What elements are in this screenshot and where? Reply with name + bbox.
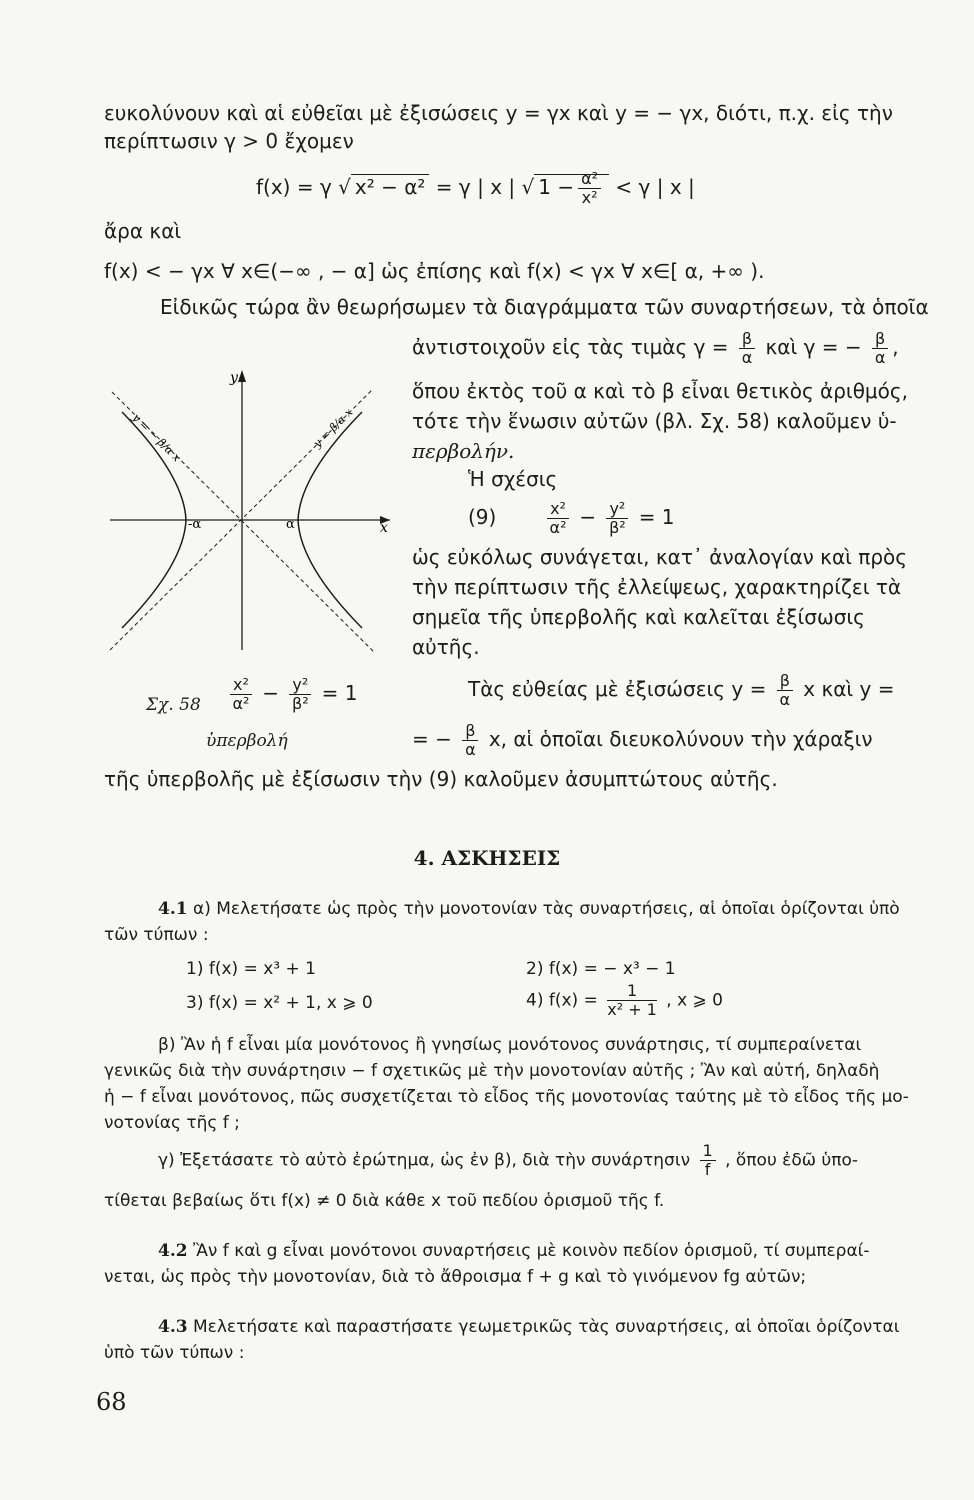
part-g-post: , ὅπου ἐδῶ ὑπο- (725, 1150, 859, 1171)
eq9-a: α² (549, 518, 567, 537)
figure-caption-eq: $\frac{\text{x²}}{\text{α²}}$ − $\frac{\text{y²}}{\text{β²}}$ = 1 (226, 676, 357, 713)
right-l11-post: x, αἱ ὁποῖαι διευκολύνουν τὴν χάραξιν (488, 727, 873, 751)
right-l10 (468, 672, 895, 709)
eq1-frac-n: α² (578, 170, 601, 189)
func-4-den: x² + 1 (607, 1000, 657, 1019)
ex-4-3-line1 (158, 1314, 899, 1340)
eq1-rad2: 1 − (538, 175, 575, 199)
right-l10-post: x καὶ y = (803, 677, 895, 701)
func-4-post: , x ⩾ 0 (666, 990, 724, 1011)
right-l1-pre: ἀντιστοιχοῦν εἰς τὰς τιμὰς γ = (412, 335, 729, 359)
right-l7: τὴν περίπτωσιν τῆς ἐλλείψεως, χαρακτηρίζει τὰ (412, 575, 902, 599)
right-l4: περβολήν. (412, 439, 515, 463)
func-4-pre: 4) f(x) = (526, 990, 598, 1011)
label-asym-left: y = − β/α x (129, 410, 184, 465)
eq1-rad: x² − α² (351, 174, 430, 199)
equation-9: (9) $\frac{\text{x²}}{\text{α²}}$ − $\frac{\text{y²}}{\text{β²}}$ = 1 (468, 499, 675, 537)
ara-kai: ἄρα καὶ (104, 219, 182, 243)
equation-1: f(x) = γ √ x² − α² = γ | x | √ 1 − $\frac{\text{α²}}{\text{x²}}$ < γ | x | (256, 169, 695, 207)
ex-4-1-number: 4.1 (158, 899, 188, 919)
right-l8: σημεῖα τῆς ὑπερβολῆς καὶ καλεῖται ἐξίσωσις (412, 605, 865, 629)
func-4 (526, 982, 723, 1019)
eq9-x: x² (547, 500, 569, 519)
asymptote-line: τῆς ὑπερβολῆς μὲ ἐξίσωσιν τὴν (9) καλοῦμεν ἀσυμπτώτους αὐτῆς. (104, 767, 778, 791)
part-g-2: τίθεται βεβαίως ὅτι f(x) ≠ 0 διὰ κάθε x τοῦ πεδίου ὁρισμοῦ τῆς f. (104, 1191, 665, 1211)
eq1-frac-d: x² (581, 188, 598, 207)
frac-alpha-2: α (874, 348, 886, 367)
right-l3: τότε τὴν ἕνωσιν αὐτῶν (βλ. Σχ. 58) καλοῦμεν ὑ- (412, 409, 897, 433)
figure-caption-label: Σχ. 58 (146, 695, 201, 715)
hyperbola-figure (100, 360, 400, 660)
ex-4-1-intro1 (158, 896, 900, 922)
right-l1: ἀντιστοιχοῦν εἰς τὰς τιμὰς γ = $\frac{\beta}{\alpha}$ καὶ γ = − $\frac{\beta}{\alpha}$ , (412, 329, 899, 367)
caption-b: β² (292, 694, 309, 713)
part-b-4: νοτονίας τῆς f ; (104, 1113, 240, 1133)
y-axis-arrow (238, 370, 246, 382)
part-g-pre: γ) Ἐξετάσατε τὸ αὐτὸ ἐρώτημα, ὡς ἐν β), διὰ τὴν συνάρτησιν (158, 1150, 691, 1171)
figure-caption-title: ὑπερβολή (206, 731, 288, 751)
label-neg-alpha: -α (188, 517, 202, 532)
ex-4-2-line1 (158, 1238, 870, 1264)
ex-4-2-line2: νεται, ὡς πρὸς τὴν μονοτονίαν, διὰ τὸ ἄθροισμα f + g καὶ τὸ γινόμενον fg αὐτῶν; (104, 1267, 807, 1287)
part-g-den: f (704, 1160, 711, 1179)
eq9-b: β² (609, 518, 626, 537)
frac-beta-2: β (872, 330, 888, 349)
ex-4-3-line2: ὑπὸ τῶν τύπων : (104, 1343, 245, 1363)
right-l6: ὡς εὐκόλως συνάγεται, κατ᾽ ἀναλογίαν καὶ πρὸς (412, 545, 907, 569)
right-l1-mid: καὶ γ = − (765, 335, 862, 359)
func-1: 1) f(x) = x³ + 1 (186, 959, 316, 979)
eq9-label: (9) (468, 505, 497, 529)
eq1-rhs: < γ | x | (615, 175, 695, 199)
ex-4-1-intro2: τῶν τύπων : (104, 925, 209, 945)
ex-4-3-number: 4.3 (158, 1317, 188, 1337)
page-number: 68 (96, 1388, 127, 1416)
label-alpha: α (286, 517, 295, 532)
frac-alpha: α (741, 348, 753, 367)
frac-alpha-4: α (465, 740, 476, 759)
part-g-1 (158, 1142, 858, 1179)
frac-beta: β (739, 330, 755, 349)
label-asym-right: y = β/α x (310, 405, 356, 451)
right-l11 (412, 722, 873, 759)
ex-4-2-text1: Ἂν f καὶ g εἶναι μονότονοι συναρτήσεις μὲ κοινὸν πεδίον ὁρισμοῦ, τί συμπεραί- (192, 1241, 870, 1261)
ex-4-2-number: 4.2 (158, 1241, 188, 1261)
eq1-mid: = γ | x | (435, 175, 516, 199)
caption-a: α² (232, 694, 250, 713)
para1-line1: ευκολύνουν καὶ αἱ εὐθεῖαι μὲ ἐξισώσεις y = γx καὶ y = − γx, διότι, π.χ. εἰς τὴν (104, 101, 893, 125)
caption-x: x² (230, 676, 252, 695)
eq1-lhs: f(x) = γ (256, 175, 332, 199)
part-g-num: 1 (700, 1142, 716, 1161)
right-l5: Ἡ σχέσις (468, 467, 558, 491)
label-x-axis: x (380, 520, 388, 536)
part-b-3: ἡ − f εἶναι μονότονος, πῶς συσχετίζεται τὸ εἶδος τῆς μονοτονίας ταύτης μὲ τὸ εἶδος τῆς μο- (104, 1087, 909, 1107)
caption-rhs: = 1 (321, 681, 358, 705)
right-l10-pre: Τὰς εὐθείας μὲ ἐξισώσεις y = (468, 677, 767, 701)
eq9-rhs: = 1 (638, 505, 675, 529)
func-2: 2) f(x) = − x³ − 1 (526, 959, 676, 979)
func-3: 3) f(x) = x² + 1, x ⩾ 0 (186, 993, 373, 1013)
right-l2: ὅπου ἐκτὸς τοῦ α καὶ τὸ β εἶναι θετικὸς ἀριθμός, (412, 379, 908, 403)
ex-4-3-text1: Μελετήσατε καὶ παραστήσατε γεωμετρικῶς τὰς συναρτήσεις, αἱ ὁποῖαι ὁρίζονται (192, 1317, 900, 1337)
part-b-1: β) Ἂν ἡ f εἶναι μία μονότονος ἢ γνησίως μονότονος συνάρτησις, τί συμπεραίνεται (158, 1035, 862, 1055)
caption-y: y² (289, 676, 311, 695)
right-l9: αὐτῆς. (412, 635, 480, 659)
inequality-line: f(x) < − γx ∀ x∈(−∞ , − α] ὡς ἐπίσης καὶ f(x) < γx ∀ x∈[ α, +∞ ). (104, 259, 765, 283)
eq9-y: y² (606, 500, 628, 519)
right-l11-pre: = − (412, 727, 452, 751)
part-b-2: γενικῶς διὰ τὴν συνάρτησιν − f σχετικῶς μὲ τὴν μονοτονίαν αὐτῆς ; Ἂν καὶ αὐτή, δηλαδὴ (104, 1061, 880, 1081)
frac-beta-4: β (462, 722, 478, 741)
eidikos-line: Εἰδικῶς τώρα ἂν θεωρήσωμεν τὰ διαγράμματα τῶν συναρτήσεων, τὰ ὁποῖα (160, 295, 929, 319)
label-y-axis: y (230, 370, 238, 386)
frac-beta-3: β (777, 672, 793, 691)
para1-line2: περίπτωσιν γ > 0 ἔχομεν (104, 129, 354, 153)
exercises-heading: 4. ΑΣΚΗΣΕΙΣ (413, 846, 561, 870)
func-4-num: 1 (607, 982, 657, 1001)
frac-alpha-3: α (779, 690, 791, 709)
ex-4-1-text1: α) Μελετήσατε ὡς πρὸς τὴν μονοτονίαν τὰς συναρτήσεις, αἱ ὁποῖαι ὁρίζονται ὑπὸ (192, 899, 900, 919)
